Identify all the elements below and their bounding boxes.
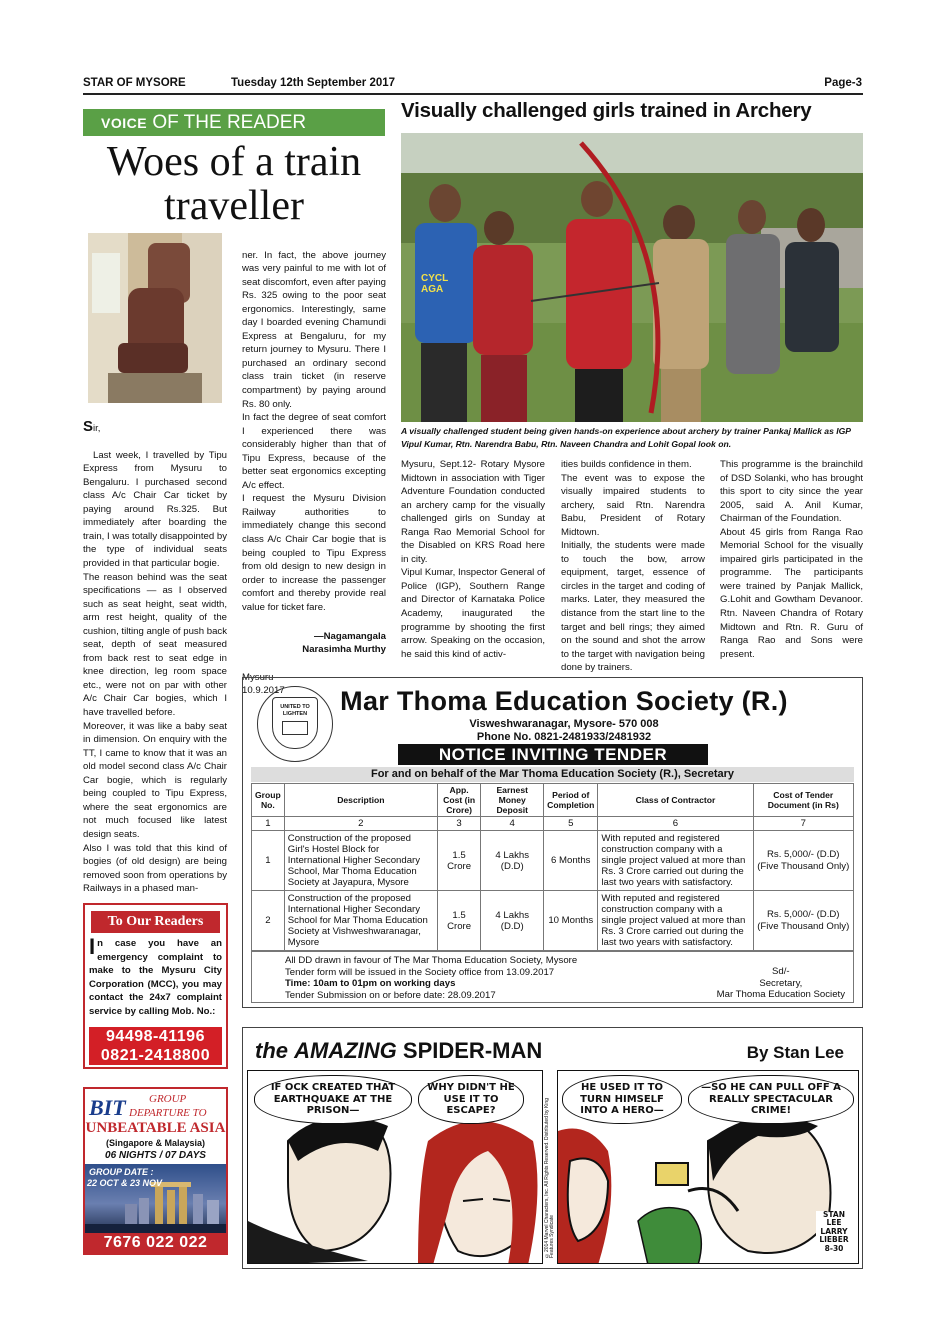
tender-behalf: For and on behalf of the Mar Thoma Education Society (R.), Secretary [251,767,854,782]
table-row [252,831,854,891]
tender-table [251,783,854,951]
colnum: 6 [598,817,753,831]
page-number: Page-3 [824,77,862,89]
bit-line1: GROUP [149,1093,187,1105]
row-group: 1 [252,831,285,891]
society-emblem [257,686,333,762]
th-description: Description [284,784,437,817]
tender-footer-line1: All DD drawn in favour of The Mar Thoma Education Society, Mysore [285,955,578,966]
letter-col1-text: Last week, I travelled by Tipu Express from Mysuru to Bengaluru. I purchased second class A/c Chair Car ticket by paying around Rs.325. But immediately after boarding the train, I was totally disappointed by the type of individual seats provided in that particular bogie. The reason behind was the seat specifications — as I observed such as seat height, seat width, arm rest height, quality of the cushion, tilting angle of push back seat, depth of seat measured from back rest to seat edge in knee direction, leg room space etc., were not on par with other A/c Chair Car bogies, which I have travelled before. Moreover, it was like a baby seat in dimension. On enquiry with the TT, I came to know that it was an old model second class A/c Chair Car bogie, which is regularly being coupled to Tipu Express, where the seat ergonomics are not much focused like latest design seats. Also I was told that this kind of bogies (of old design) are being removed soon from operations by Railways in a phased man- [83,449,227,895]
train-seat-photo [88,233,222,403]
comic-artist-signature: STAN LEE LARRY LIEBER 8-30 [816,1211,852,1254]
colnum: 3 [437,817,480,831]
th-app-cost: App. Cost (in Crore) [437,784,480,817]
th-emd: Earnest Money Deposit [481,784,544,817]
bit-line2: DEPARTURE TO [129,1107,207,1119]
bit-nights: 06 NIGHTS / 07 DAYS [105,1150,206,1161]
book-icon [282,721,308,735]
voice-of-reader-bar [83,109,385,136]
row-doc-cost: Rs. 5,000/- (D.D) (Five Thousand Only) [753,891,853,951]
row-doc-cost: Rs. 5,000/- (D.D) (Five Thousand Only) [753,831,853,891]
comic-bubble-1: IF OCK CREATED THAT EARTHQUAKE AT THE PRISON— [254,1075,412,1124]
sign-sd: Sd/- [772,966,790,977]
comic-panel-2 [557,1070,859,1264]
bit-date-label: GROUP DATE : [89,1167,154,1177]
tender-table-header [252,784,854,817]
tender-footer-line4: Tender Submission on or before date: 28.09.2017 [285,989,496,1001]
comic-title [255,1038,542,1064]
colnum: 7 [753,817,853,831]
bit-headline: UNBEATABLE ASIA [85,1120,226,1136]
voice-label-strong: VOICE [101,115,148,131]
letter-col2-text: ner. In fact, the above journey was very painful to me with lot of seat discomfort, even after paying Rs. 325 owing to the poor seat ergonomics. Interestingly, same day I boarded evening Chamundi Express at Bengaluru, for my return journey to Mysuru. There I purchased an ordinary second class train ticket (in reserve compartment) by paying around Rs. 80 only. In fact the degree of seat comfort I experienced there was considerably higher than that of Tipu Express, because of the better seat ergonomics excepting A/c effect. I request the Mysuru Division Railway authorities to immediately change this second class A/c Chair Car bogie that is being coupled to Tipu Express from old design to new design in order to increase the passenger comfort and thereby provide real value for ticket fare. [242,249,386,613]
letter-signoff-name: —Nagamangala Narasimha Murthy [302,630,386,656]
bit-phone[interactable]: 7676 022 022 [85,1233,226,1253]
row-cost: 1.5 Crore [437,891,480,951]
paper-name: STAR OF MYSORE [83,77,186,89]
tender-footer-line3: Time: 10am to 01pm on working days [285,978,456,989]
archery-column-2: ities builds confidence in them. The event was to expose the visually impaired students to archery, said Rtn. Narendra Babu, President of Rotary Midtown. Initially, the students were made to touch the bow, arrow equipment, target, essence of circles in the target and coding of marks. Later, they measured the distance from the start line to the target and bell rings; they aimed on the sound and shot the arrow to the target with navigation being done by trainers. [561,459,705,674]
archery-column-3: This programme is the brainchild of DSD Solanki, who has brought this sport to city since the year 2005, said A. Anil Kumar, Chairman of the Foundation. About 45 girls from Ranga Rao Memorial School for the visually impaired girls participated in the programme. The participants were trained by Panjak Mallick, G.Lohit and Gowtham Devanoor. Rtn. Naveen Chandra of Rotary Midtown and Rtn. R. Guru of Ranga Rao and Sons were present. [720,459,863,660]
bit-logo: BIT [89,1095,126,1120]
letter-headline-line1: Woes of a train [106,139,362,185]
letter-headline-line2: traveller [164,183,304,229]
comic-bubble-4: —SO HE CAN PULL OFF A REALLY SPECTACULAR CRIME! [688,1075,854,1124]
issue-date: Tuesday 12th September 2017 [231,77,396,89]
letter-signoff-place: Mysuru 10.9.2017 [242,671,285,697]
voice-label-rest: OF THE READER [152,112,307,133]
th-period: Period of Completion [544,784,598,817]
letter-drop-cap: S [83,417,94,435]
colnum: 2 [284,817,437,831]
letter-column-2 [242,235,386,711]
tender-table-colnums [252,817,854,831]
row-contractor: With reputed and registered construction company with a single project valued at more than Rs. 3 Crore carried out during the last two years with satisfactory. [598,891,753,951]
readers-box-phones [89,1027,222,1065]
comic-title-amazing: AMAZING [294,1038,397,1063]
comic-copyright: ©2014 Marvel Characters, Inc. All Rights Reserved. Distributed by King Features Syndicate [544,1098,555,1258]
complaint-phone-2[interactable]: 0821-2418800 [100,1047,211,1064]
tender-footer [251,951,854,1003]
bit-dates: 22 OCT & 23 NOV [87,1178,163,1188]
th-doc-cost: Cost of Tender Document (in Rs) [753,784,853,817]
row-group: 2 [252,891,285,951]
readers-box-drop-cap: I [89,934,96,959]
tender-address-block [329,718,799,744]
tender-org-name: Mar Thoma Education Society (R.) [340,686,788,716]
tender-footer-line2: Tender form will be issued in the Society office from 13.09.2017 [285,966,555,978]
tender-ad [242,677,863,1008]
archery-headline: Visually challenged girls trained in Archery [401,99,812,122]
comic-title-rest: SPIDER-MAN [402,1038,543,1063]
th-group: Group No. [252,784,285,817]
table-row [252,891,854,951]
complaint-phone-1[interactable]: 94498-41196 [106,1028,205,1045]
letter-column-1 [83,406,227,909]
comic-byline: By Stan Lee [746,1043,844,1062]
sign-org: Mar Thoma Education Society [716,989,845,1000]
colnum: 5 [544,817,598,831]
tender-phone: Phone No. 0821-2481933/2481932 [476,731,652,743]
masthead-rule [83,93,863,95]
readers-box-body [85,933,226,1018]
photo-shirt-text: CYCL AGA [421,273,449,295]
comic-title-the: the [255,1038,288,1063]
comic-panel-1 [247,1070,543,1264]
readers-box-text: n case you have an emergency complaint to make to the Mysuru City Corporation (MCC), you may contact the 24x7 complaint service by calling Mob. No.: [89,938,222,1017]
colnum: 4 [481,817,544,831]
row-emd: 4 Lakhs (D.D) [481,831,544,891]
archery-column-1: Mysuru, Sept.12- Rotary Mysore Midtown in association with Tiger Adventure Foundation conducted an archery camp for the visually challenged girls on Sunday at Ranga Rao Memorial School for the Disabled on KRS Road here in city. Vipul Kumar, Inspector General of Police (IGP), Southern Range and Director of Karnataka Police Academy, inaugurated the programme by shooting the first arrow. Speaking on the occasion, he said this kind of activ- [401,459,545,660]
readers-box-title: To Our Readers [91,911,220,933]
row-emd: 4 Lakhs (D.D) [481,891,544,951]
letter-headline [83,140,385,228]
row-period: 6 Months [544,831,598,891]
sign-title: Secretary, [759,977,803,989]
to-our-readers-box [83,903,228,1069]
emblem-text: UNITED TO LIGHTEN [280,704,310,717]
row-period: 10 Months [544,891,598,951]
th-contractor: Class of Contractor [598,784,753,817]
colnum: 1 [252,817,285,831]
bit-travel-ad [83,1087,228,1255]
row-cost: 1.5 Crore [437,831,480,891]
comic-strip [242,1027,863,1269]
row-description: Construction of the proposed Girl's Hostel Block for International Higher Secondary School, Mar Thoma Education Society at Jayapura, Mysore [284,831,437,891]
row-contractor: With reputed and registered construction company with a single project valued at more than Rs. 3 Crore carried out during the last two years with satisfactory. [598,831,753,891]
row-description: Construction of the proposed International Higher Secondary School for Mar Thoma Education Society at Vishweshwaranagar, Mysore [284,891,437,951]
bit-sub: (Singapore & Malaysia) [105,1138,206,1148]
letter-salutation: ir, [93,422,101,434]
archery-photo-caption: A visually challenged student being given hands-on experience about archery by trainer Pankaj Mallick as IGP Vipul Kumar, Rtn. Narendra Babu, Rtn. Naveen Chandra and Lohit Gopal look on. [401,426,851,449]
comic-bubble-3: HE USED IT TO TURN HIMSELF INTO A HERO— [562,1075,682,1124]
tender-signature [717,966,845,1001]
comic-bubble-2: WHY DIDN'T HE USE IT TO ESCAPE? [418,1075,524,1124]
notice-inviting-tender-banner: NOTICE INVITING TENDER [398,744,708,765]
tender-address: Visweshwaranagar, Mysore- 570 008 [469,718,659,730]
shield-icon [272,697,318,749]
archery-photo [401,133,863,422]
